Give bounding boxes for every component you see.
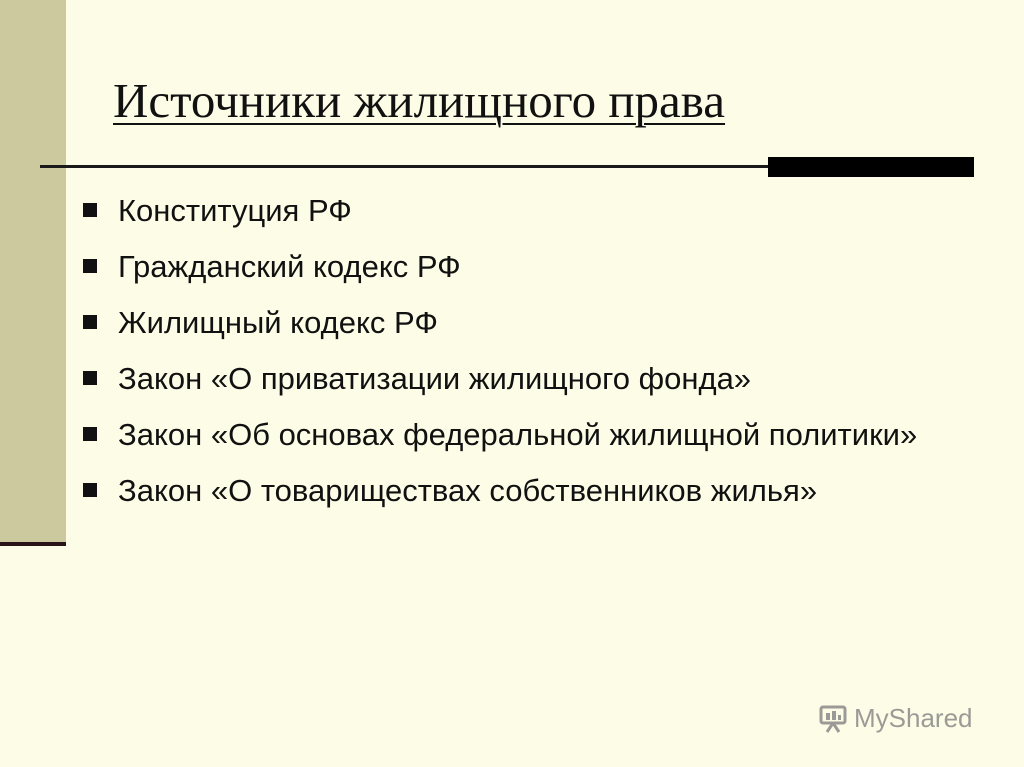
list-item-text: Закон «О приватизации жилищного фонда» <box>118 361 752 396</box>
list-item <box>78 246 978 287</box>
square-bullet-icon <box>83 315 97 329</box>
sidebar-divider <box>0 542 66 546</box>
list-item-text: Закон «О товариществах собственников жилья» <box>118 473 818 508</box>
presentation-board-icon <box>818 704 848 734</box>
list-item <box>78 190 978 231</box>
watermark <box>818 703 973 734</box>
list-item-text: Гражданский кодекс РФ <box>118 249 461 284</box>
list-item-text: Конституция РФ <box>118 193 352 228</box>
square-bullet-icon <box>83 259 97 273</box>
list-item <box>78 302 978 343</box>
square-bullet-icon <box>83 203 97 217</box>
bullet-list <box>78 190 978 526</box>
list-item <box>78 414 978 455</box>
square-bullet-icon <box>83 427 97 441</box>
list-item-text: Жилищный кодекс РФ <box>118 305 438 340</box>
watermark-text: MyShared <box>854 703 973 733</box>
sidebar-accent <box>0 0 66 542</box>
list-item <box>78 470 978 511</box>
slide-title: Источники жилищного права <box>113 73 726 128</box>
square-bullet-icon <box>83 483 97 497</box>
title-divider-thick <box>768 157 974 177</box>
square-bullet-icon <box>83 371 97 385</box>
list-item <box>78 358 978 399</box>
title-divider-thin <box>40 165 775 168</box>
list-item-text: Закон «Об основах федеральной жилищной политики» <box>118 417 918 452</box>
